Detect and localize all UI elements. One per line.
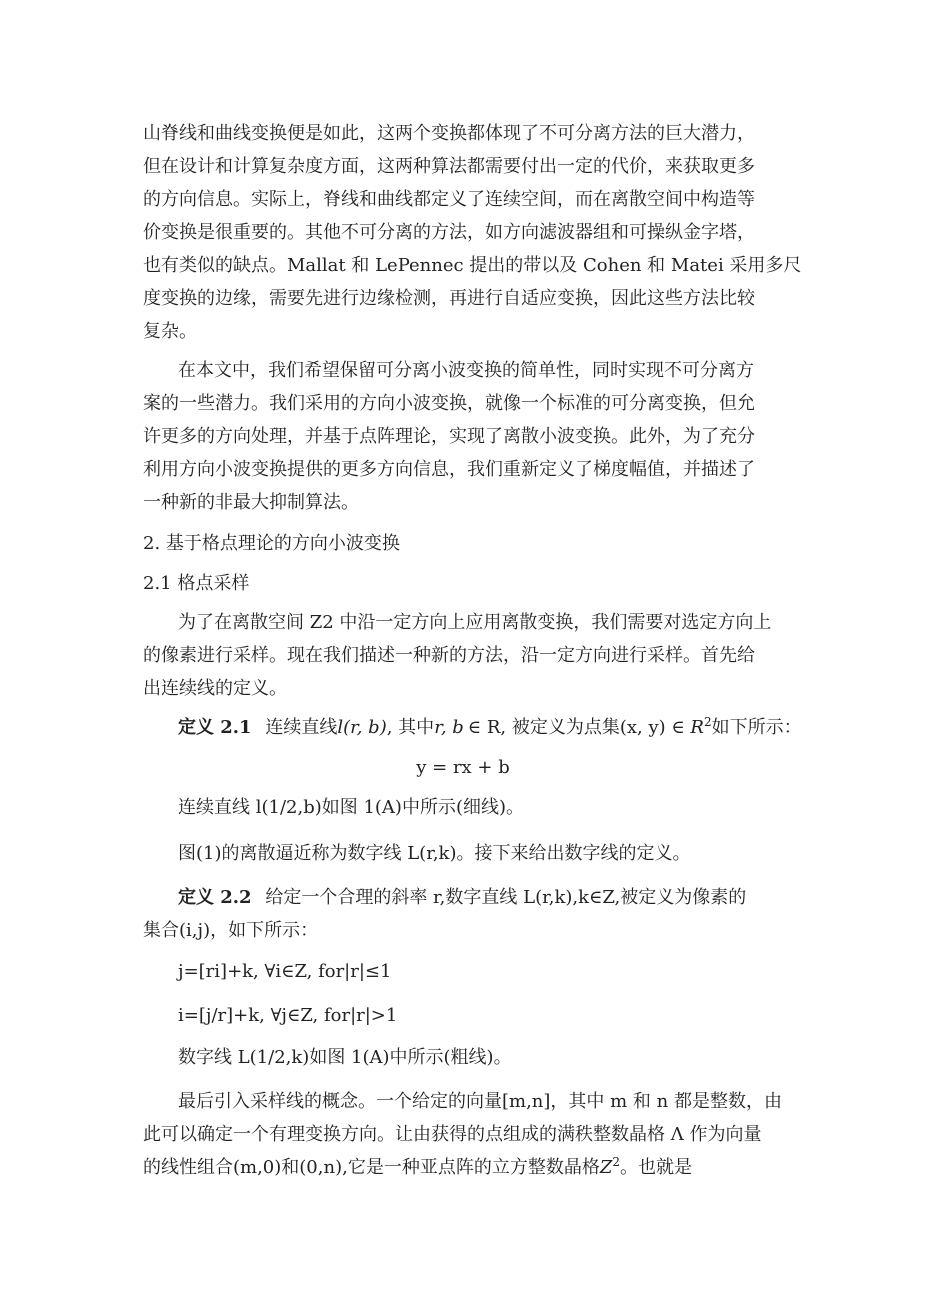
formula: i=[j/r]+k, ∀j∈Z, for|r|>1 [178, 1005, 398, 1026]
text-line [143, 1154, 692, 1182]
math-inline: r, b [434, 717, 464, 738]
text-line: 最后引入采样线的概念。一个给定的向量[m,n]，其中 m 和 n 都是整数，由 [178, 1091, 782, 1112]
text-line: 案的一些潜力。我们采用的方向小波变换，就像一个标准的可分离变换，但允 [143, 393, 755, 414]
math-inline: R [690, 717, 704, 738]
definition-text: , 其中 [386, 717, 435, 738]
math-inline: Z [599, 1157, 613, 1178]
text-segment: 。也就是 [619, 1157, 692, 1178]
section-heading: 2. 基于格点理论的方向小波变换 [143, 533, 400, 554]
text-line: 利用方向小波变换提供的更多方向信息，我们重新定义了梯度幅值，并描述了 [143, 459, 755, 480]
text-line: 的方向信息。实际上，脊线和曲线都定义了连续空间，而在离散空间中构造等 [143, 189, 755, 210]
definition-label: 定义 2.2 [178, 887, 252, 908]
text-line: 图(1)的离散逼近称为数字线 L(r,k)。接下来给出数字线的定义。 [178, 843, 691, 864]
superscript: 2 [612, 1155, 620, 1169]
text-line: 在本文中，我们希望保留可分离小波变换的简单性，同时实现不可分离方 [178, 360, 754, 381]
definition-2-1 [178, 714, 802, 742]
definition-2-2 [178, 884, 746, 912]
text-line: 复杂。 [143, 321, 197, 342]
text-line: 度变换的边缘，需要先进行边缘检测，再进行自适应变换，因此这些方法比较 [143, 288, 755, 309]
definition-text: 如下所示： [711, 717, 802, 738]
definition-text: ∈ R, 被定义为点集 [467, 717, 620, 738]
text-line: 数字线 L(1/2,k)如图 1(A)中所示(粗线)。 [178, 1047, 512, 1068]
text-segment: 的线性组合(m,0)和(0,n),它是一种亚点阵的立方整数晶格 [143, 1157, 600, 1178]
definition-label: 定义 2.1 [178, 717, 252, 738]
text-line: 连续直线 l(1/2,b)如图 1(A)中所示(细线)。 [178, 797, 524, 818]
definition-text: 给定一个合理的斜率 r,数字直线 L(r,k),k∈Z,被定义为像素的 [265, 887, 747, 908]
text-line: 许更多的方向处理，并基于点阵理论，实现了离散小波变换。此外，为了充分 [143, 426, 755, 447]
text-line: 的像素进行采样。现在我们描述一种新的方法，沿一定方向进行采样。首先给 [143, 645, 755, 666]
text-line: 集合(i,j)，如下所示： [143, 920, 319, 941]
superscript: 2 [703, 715, 712, 729]
text-line: 一种新的非最大抑制算法。 [143, 492, 359, 513]
math-inline: l(r, b) [337, 717, 387, 738]
text-line: 此可以确定一个有理变换方向。让由获得的点组成的满秩整数晶格 Λ 作为向量 [143, 1124, 762, 1145]
math-inline: (x, y) ∈ [619, 717, 691, 738]
equation: y = rx + b [416, 757, 510, 778]
text-line: 山脊线和曲线变换便是如此，这两个变换都体现了不可分离方法的巨大潜力， [143, 123, 755, 144]
text-line: 价变换是很重要的。其他不可分离的方法，如方向滤波器组和可操纵金字塔， [143, 222, 755, 243]
text-line: 出连续线的定义。 [143, 678, 287, 699]
subsection-heading: 2.1 格点采样 [143, 573, 250, 594]
text-line: 为了在离散空间 Z2 中沿一定方向上应用离散变换，我们需要对选定方向上 [178, 612, 772, 633]
text-line: 也有类似的缺点。Mallat 和 LePennec 提出的带以及 Cohen 和 Matei 采用多尺 [143, 255, 802, 276]
formula: j=[ri]+k, ∀i∈Z, for|r|≤1 [178, 961, 392, 982]
definition-text: 连续直线 [265, 717, 338, 738]
text-line: 但在设计和计算复杂度方面，这两种算法都需要付出一定的代价，来获取更多 [143, 156, 755, 177]
